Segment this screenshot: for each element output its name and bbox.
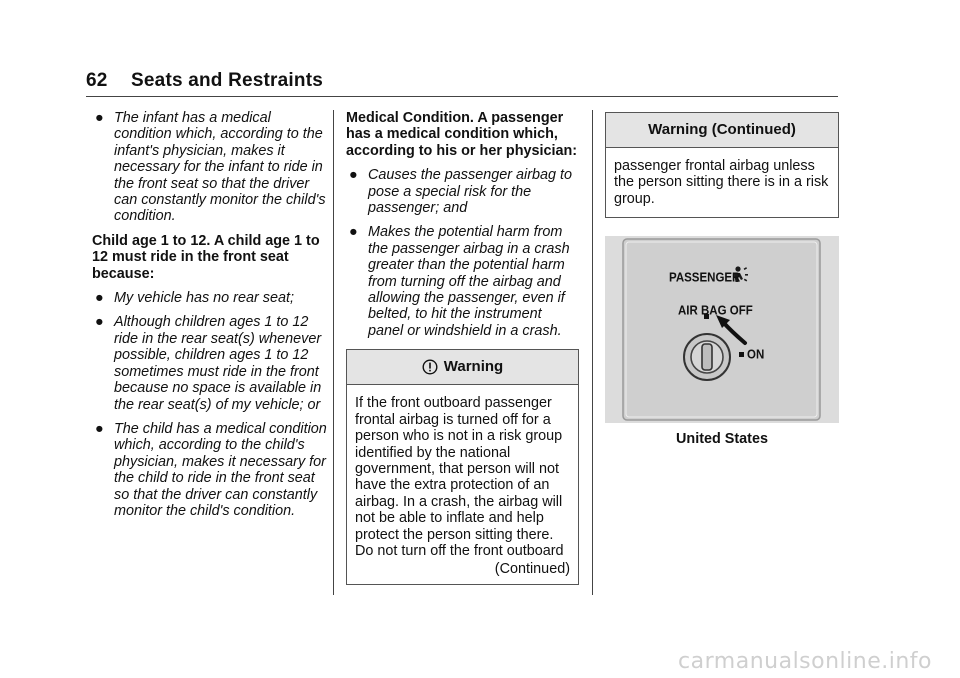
column-divider-2 xyxy=(592,110,593,595)
header-rule xyxy=(86,96,838,97)
child-age-heading: Child age 1 to 12. A child age 1 to 12 must ride in the front seat because: xyxy=(92,232,320,282)
warning-title: Warning xyxy=(443,358,504,376)
watermark: carmanualsonline.info xyxy=(678,649,932,674)
on-label: ON xyxy=(747,348,765,362)
bullet-dot: ● xyxy=(95,314,104,331)
warning-title-bar xyxy=(347,350,578,385)
medical-condition-heading: Medical Condition. A passenger has a medical condition which, according to his or her physician: xyxy=(346,110,578,159)
bullet-dot: ● xyxy=(95,420,104,437)
column-3 xyxy=(605,110,839,448)
bullet-dot: ● xyxy=(95,290,104,307)
column-divider-1 xyxy=(333,110,334,595)
airbag-off-label: AIR BAG OFF xyxy=(678,304,753,318)
figure-caption: United States xyxy=(676,431,768,448)
warning-continued-title: Warning (Continued) xyxy=(648,120,796,138)
section-title: Seats and Restraints xyxy=(131,70,323,91)
page-number: 62 xyxy=(86,70,108,91)
list-item: ● Causes the passenger airbag to pose a special risk for the passenger; and xyxy=(349,167,572,217)
airbag-switch-figure xyxy=(605,236,839,423)
list-item: ● The child has a medical condition which, according to the child's physician, makes it necessary for the child to ride in the front seat so that the driver can constantly monitor the child's condition. xyxy=(95,420,327,519)
bullet-dot: ● xyxy=(349,224,358,241)
list-item: ● Makes the potential harm from the passenger airbag in a crash greater than the potential harm from turning off the airbag and allowing the passenger, even if belted, to hit the instrument panel or windshield in a crash. xyxy=(349,224,570,339)
warning-text: If the front outboard passenger frontal airbag is turned off for a person who is not in a risk group identified by the national government, that person will not have the extra protection of an airbag. In a crash, the airbag will not be able to inflate and help protect the person sitting there. Do not turn off the front outboard xyxy=(355,395,564,559)
bullet-dot: ● xyxy=(95,110,104,126)
warning-box xyxy=(346,349,579,584)
list-item: ● The infant has a medical condition which, according to the infant's physician, makes it necessary for the infant to ride in the front seat so that the driver can constantly monitor the child's condition. xyxy=(95,110,326,225)
list-item: ● Although children ages 1 to 12 ride in the rear seat(s) whenever possible, children ages 1 to 12 sometimes must ride in the front because no space is available in the rear seat(s) of my vehicle; or xyxy=(95,314,322,413)
passenger-label: PASSENGER xyxy=(669,271,741,285)
column-1 xyxy=(92,110,327,527)
list-item: ● My vehicle has no rear seat; xyxy=(95,290,294,307)
bullet-dot: ● xyxy=(349,167,358,184)
warning-circle-icon xyxy=(422,359,438,375)
warning-continued-body xyxy=(606,148,838,217)
column-2 xyxy=(346,110,579,585)
page-header xyxy=(86,70,323,92)
continued-label: (Continued) xyxy=(494,561,570,578)
warning-continued-box xyxy=(605,112,839,218)
warning-continued-text: passenger frontal airbag unless the person sitting there is in a risk group. xyxy=(614,158,829,207)
warning-body xyxy=(347,385,578,583)
warning-continued-title-bar xyxy=(606,113,838,148)
